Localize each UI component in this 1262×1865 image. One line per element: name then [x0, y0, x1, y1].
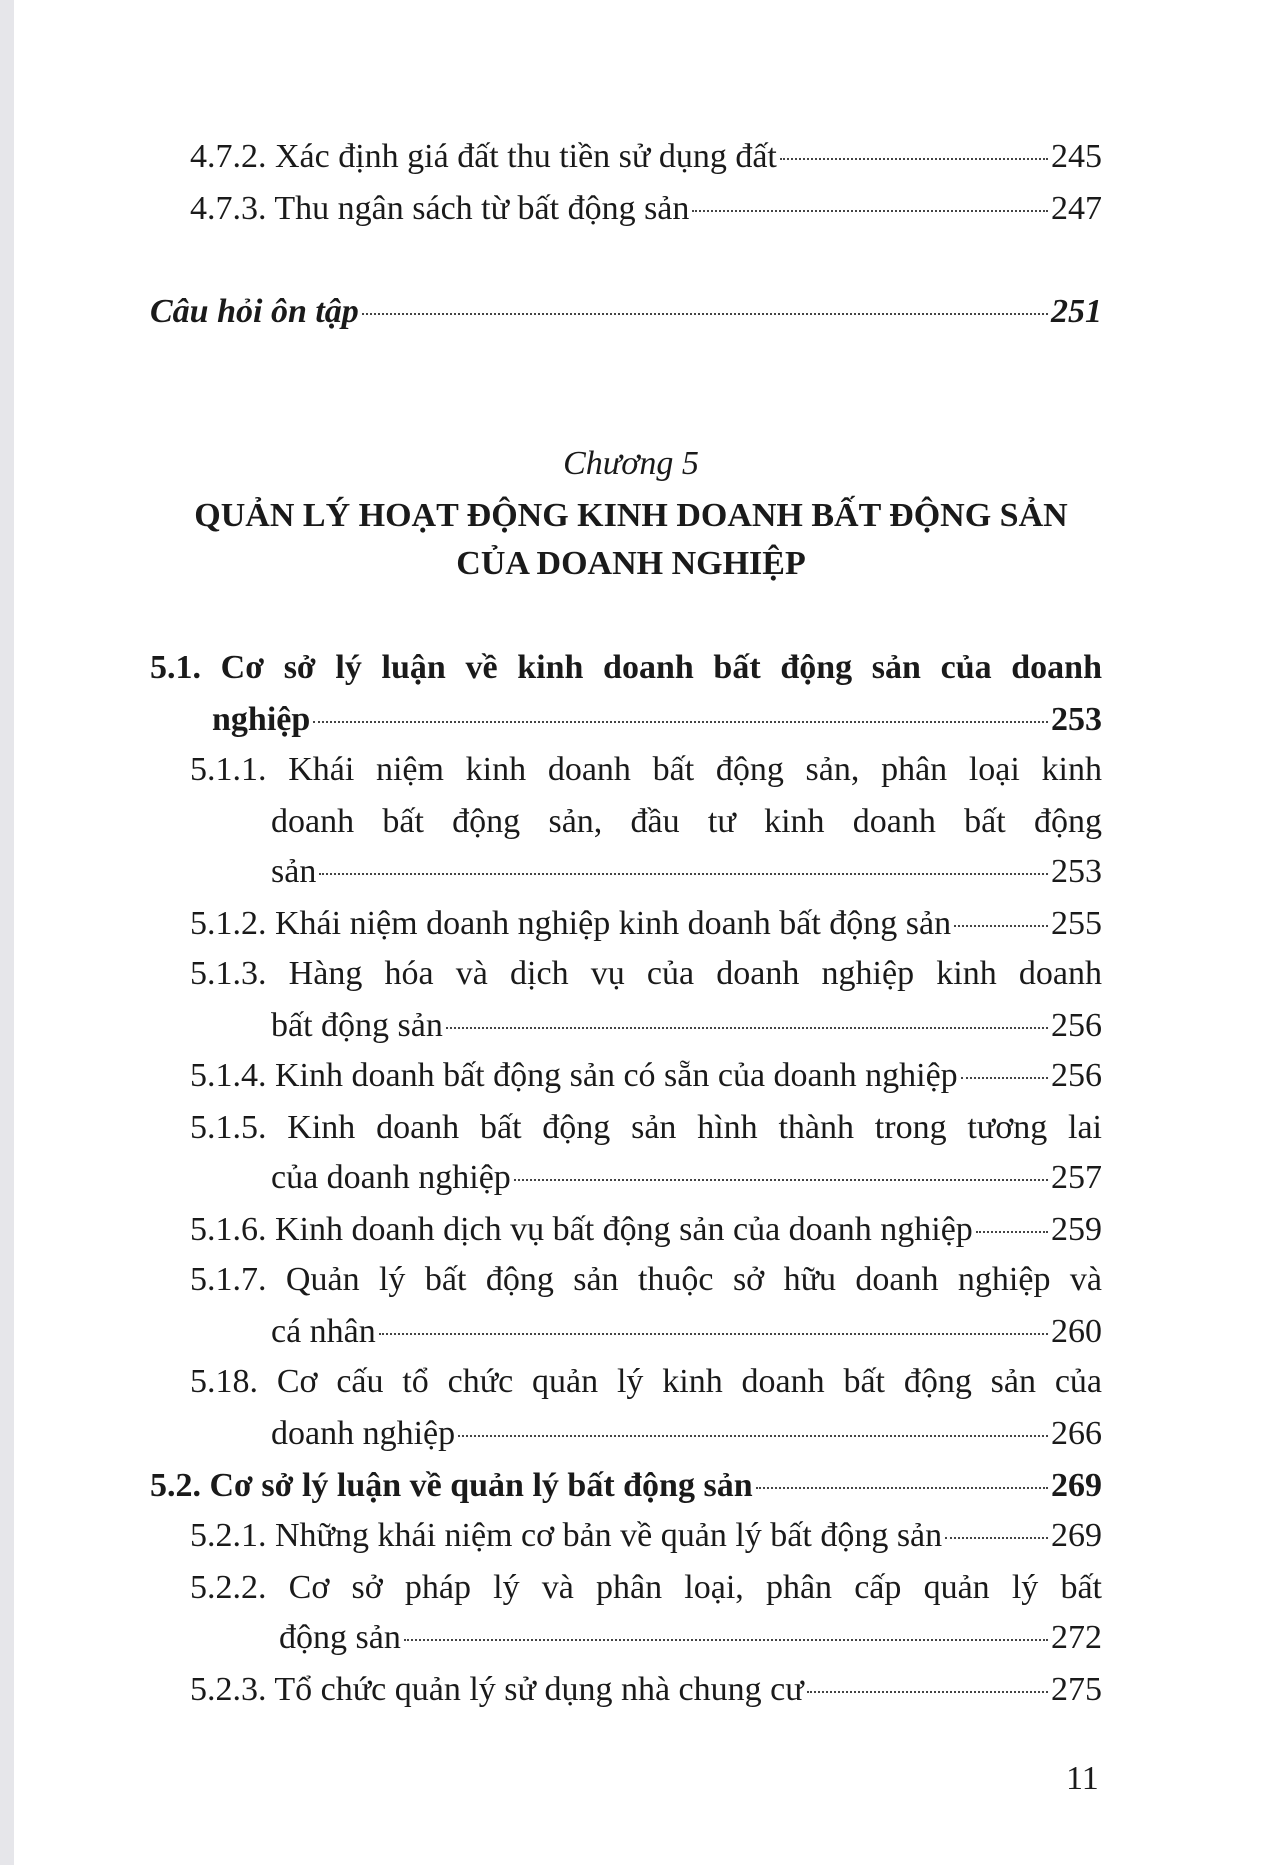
toc-entry[interactable] [271, 1156, 1102, 1200]
dot-leader [313, 721, 1048, 723]
toc-entry[interactable] [271, 1412, 1102, 1456]
toc-entry[interactable] [190, 902, 1102, 946]
page-ref: 259 [1051, 1211, 1102, 1248]
chapter-title-line1: QUẢN LÝ HOẠT ĐỘNG KINH DOANH BẤT ĐỘNG SẢN [194, 497, 1068, 534]
entry-title: sản [271, 853, 317, 890]
toc-entry[interactable] [190, 1514, 1102, 1558]
page-ref: 251 [1051, 293, 1102, 330]
page-ref: 269 [1051, 1517, 1102, 1554]
entry-title: 5.1.4. Kinh doanh bất động sản có sẵn của doanh nghiệp [190, 1057, 958, 1094]
toc-entry-line[interactable]: 5.2.2. Cơ sở pháp lý và phân loại, phân cấp quản lý bất [190, 1569, 1102, 1606]
entry-title: bất động sản [271, 1007, 443, 1044]
page-ref: 272 [1051, 1619, 1102, 1656]
page-ref: 257 [1051, 1159, 1102, 1196]
entry-title: 4.7.3. Thu ngân sách từ bất động sản [190, 190, 690, 227]
dot-leader [404, 1639, 1048, 1641]
dot-leader [976, 1231, 1048, 1233]
entry-title: 4.7.2. Xác định giá đất thu tiền sử dụng đất [190, 138, 777, 175]
dot-leader [446, 1027, 1048, 1029]
toc-entry[interactable] [190, 1054, 1102, 1098]
toc-entry-line[interactable]: 5.1.7. Quản lý bất động sản thuộc sở hữu doanh nghiệp và [190, 1261, 1102, 1298]
dot-leader [362, 313, 1048, 315]
page-ref: 253 [1051, 853, 1102, 890]
entry-title: doanh nghiệp [271, 1415, 456, 1452]
chapter-label: Chương 5 [563, 445, 699, 482]
chapter-title-line2: CỦA DOANH NGHIỆP [456, 545, 806, 582]
page-ref: 269 [1051, 1467, 1102, 1504]
toc-entry-line[interactable]: 5.1.3. Hàng hóa và dịch vụ của doanh nghiệp kinh doanh [190, 955, 1102, 992]
page-ref: 256 [1051, 1057, 1102, 1094]
page-ref: 253 [1051, 701, 1102, 738]
entry-title: 5.2.3. Tổ chức quản lý sử dụng nhà chung cư [190, 1671, 804, 1708]
toc-entry[interactable] [279, 1616, 1102, 1660]
toc-entry[interactable] [190, 187, 1102, 231]
page-ref: 266 [1051, 1415, 1102, 1452]
entry-title: động sản [279, 1619, 401, 1656]
page-ref: 245 [1051, 138, 1102, 175]
dot-leader [961, 1077, 1048, 1079]
toc-entry[interactable] [271, 850, 1102, 894]
toc-entry[interactable] [271, 1310, 1102, 1354]
dot-leader [945, 1537, 1048, 1539]
toc-entry[interactable] [190, 1208, 1102, 1252]
page-ref: 260 [1051, 1313, 1102, 1350]
entry-title: của doanh nghiệp [271, 1159, 511, 1196]
entry-title: 5.2. Cơ sở lý luận về quản lý bất động sản [150, 1467, 753, 1504]
toc-entry-line[interactable]: 5.1. Cơ sở lý luận về kinh doanh bất động sản của doanh [150, 649, 1102, 686]
toc-entry[interactable] [150, 1464, 1102, 1508]
dot-leader [756, 1487, 1048, 1489]
entry-title: 5.1.6. Kinh doanh dịch vụ bất động sản của doanh nghiệp [190, 1211, 973, 1248]
page-ref: 255 [1051, 905, 1102, 942]
entry-title: nghiệp [212, 701, 311, 738]
dot-leader [807, 1691, 1048, 1693]
dot-leader [379, 1333, 1048, 1335]
dot-leader [514, 1179, 1048, 1181]
entry-title: 5.1.2. Khái niệm doanh nghiệp kinh doanh bất động sản [190, 905, 952, 942]
dot-leader [458, 1435, 1048, 1437]
toc-entry[interactable] [271, 1004, 1102, 1048]
toc-entry-line[interactable]: 5.1.5. Kinh doanh bất động sản hình thành trong tương lai [190, 1109, 1102, 1146]
page-edge [0, 0, 14, 1865]
toc-entry[interactable] [190, 1668, 1102, 1712]
toc-entry[interactable] [190, 135, 1102, 179]
dot-leader [692, 210, 1048, 212]
dot-leader [954, 925, 1048, 927]
page-ref: 247 [1051, 190, 1102, 227]
toc-entry-line[interactable]: 5.1.1. Khái niệm kinh doanh bất động sản, phân loại kinh [190, 751, 1102, 788]
page-ref: 275 [1051, 1671, 1102, 1708]
toc-entry-line[interactable]: 5.18. Cơ cấu tổ chức quản lý kinh doanh bất động sản của [190, 1363, 1102, 1400]
dot-leader [319, 873, 1048, 875]
page-number: 11 [1066, 1760, 1099, 1797]
toc-entry-review-questions[interactable] [150, 290, 1102, 334]
entry-title: 5.2.1. Những khái niệm cơ bản về quản lý bất động sản [190, 1517, 943, 1554]
entry-title: Câu hỏi ôn tập [150, 293, 359, 330]
toc-entry[interactable] [212, 698, 1102, 742]
toc-entry-line[interactable]: doanh bất động sản, đầu tư kinh doanh bất động [271, 803, 1102, 840]
page-ref: 256 [1051, 1007, 1102, 1044]
entry-title: cá nhân [271, 1313, 376, 1350]
dot-leader [780, 158, 1048, 160]
